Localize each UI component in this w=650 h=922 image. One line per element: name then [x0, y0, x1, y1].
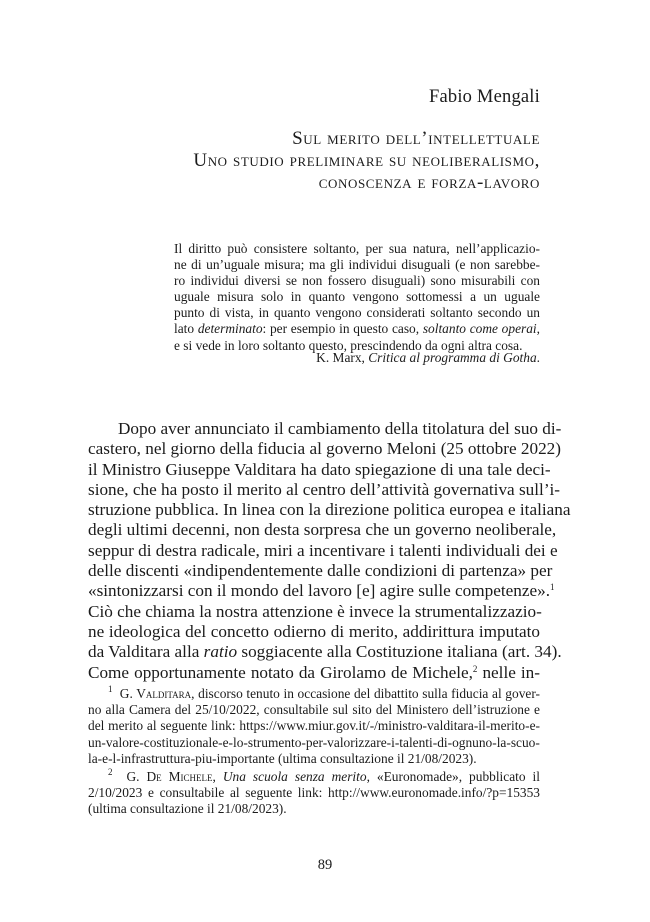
chapter-title	[193, 128, 540, 194]
epigraph-line: e si vede in loro soltanto questo, prescindendo da ogni altra cosa.	[174, 337, 523, 353]
footnote-line: $^1$ G. Valditara, discorso tenuto in occasione del dibattito sulla fiducia al gover-	[108, 684, 540, 701]
body-line: degli ultimi decenni, non desta sorpresa che un governo neoliberale,	[88, 520, 557, 540]
body-line: delle discenti «indipendentemente dalle condizioni di partenza» per	[88, 561, 553, 581]
body-line: seppur di destra radicale, miri a incentivare i talenti individuali dei e	[88, 540, 558, 560]
chapter-author: Fabio Mengali	[428, 87, 540, 107]
body-paragraph	[88, 419, 571, 683]
footnote-ref[interactable]: 2	[472, 663, 478, 674]
footnote-ref[interactable]: 1	[550, 582, 555, 593]
footnote-number: 2	[108, 767, 113, 778]
footnote-link[interactable]: del merito al seguente link: https://www.miur.gov.it/-/ministro-valditara-il-merito-e-	[88, 718, 540, 734]
body-line: Dopo aver annunciato il cambiamento della titolatura del suo di-	[118, 419, 562, 438]
footnote-link[interactable]: 2/10/2023 e consultabile al seguente link: http://www.euronomade.info/?p=15353	[88, 785, 540, 801]
footnote-line: (ultima consultazione il 21/08/2023).	[88, 801, 287, 817]
chapter-title-line: Uno studio preliminare su neoliberalismo,	[193, 150, 540, 171]
footnote-line: $^2$ G. De Michele, Una scuola senza merito, «Euronomade», pubblicato il	[108, 767, 540, 785]
body-line: il Ministro Giuseppe Valditara ha dato spiegazione di una tale deci-	[88, 459, 551, 479]
epigraph-source: K. Marx, Critica al programma di Gotha.	[316, 350, 540, 365]
footnotes	[88, 686, 540, 818]
epigraph-line: uguale misura solo in quanto vengono sottomessi a un uguale	[174, 289, 540, 305]
body-line: Ciò che chiama la nostra attenzione è invece la strumentalizzazio-	[88, 601, 542, 621]
body-line: castero, nel giorno della fiducia al governo Meloni (25 ottobre 2022)	[88, 439, 561, 459]
body-line: da Valditara alla ratio soggiacente alla Costituzione italiana (art. 34).	[88, 642, 562, 662]
body-line: «sintonizzarsi con il mondo del lavoro [e] agire sulle competenze».$^1$	[88, 581, 555, 601]
epigraph-line: punto di vista, in quanto vengono considerati soltanto secondo un	[174, 305, 540, 321]
page-number: 89	[317, 857, 333, 873]
footnote-line: la-e-l-infrastruttura-piu-importante (ultima consultazione il 21/08/2023).	[88, 750, 477, 766]
epigraph-line: lato determinato: per esempio in questo caso, soltanto come operai,	[174, 321, 540, 337]
body-line: struzione pubblica. In linea con la direzione politica europea e italiana	[88, 500, 571, 520]
body-line: Come opportunamente notato da Girolamo de Michele,$^2$ nelle in-	[88, 662, 540, 682]
epigraph	[174, 241, 540, 354]
body-line: sione, che ha posto il merito al centro dell’attività governativa sull’i-	[88, 479, 561, 499]
footnote-number: 1	[108, 684, 113, 694]
footnote-link[interactable]: un-valore-costituzionale-e-lo-strumento-per-valorizzare-i-talenti-di-ognuno-la-scuo-	[88, 734, 540, 750]
chapter-title-line: Sul merito dell’intellettuale	[292, 128, 540, 149]
epigraph-line: Il diritto può consistere soltanto, per sua natura, nell’applicazio-	[174, 241, 540, 256]
footnote-line: no alla Camera del 25/10/2022, consultabile sul sito del Ministero dell’istruzione e	[88, 702, 540, 718]
body-line: ne ideologica del concetto odierno di merito, addirittura imputato	[88, 621, 540, 641]
epigraph-line: ro individui diversi se non fossero disuguali) sono misurabili con	[174, 273, 540, 289]
epigraph-line: ne di un’uguale misura; ma gli individui disuguali (e non sarebbe-	[174, 257, 540, 273]
chapter-title-line: conoscenza e forza-lavoro	[318, 172, 540, 193]
